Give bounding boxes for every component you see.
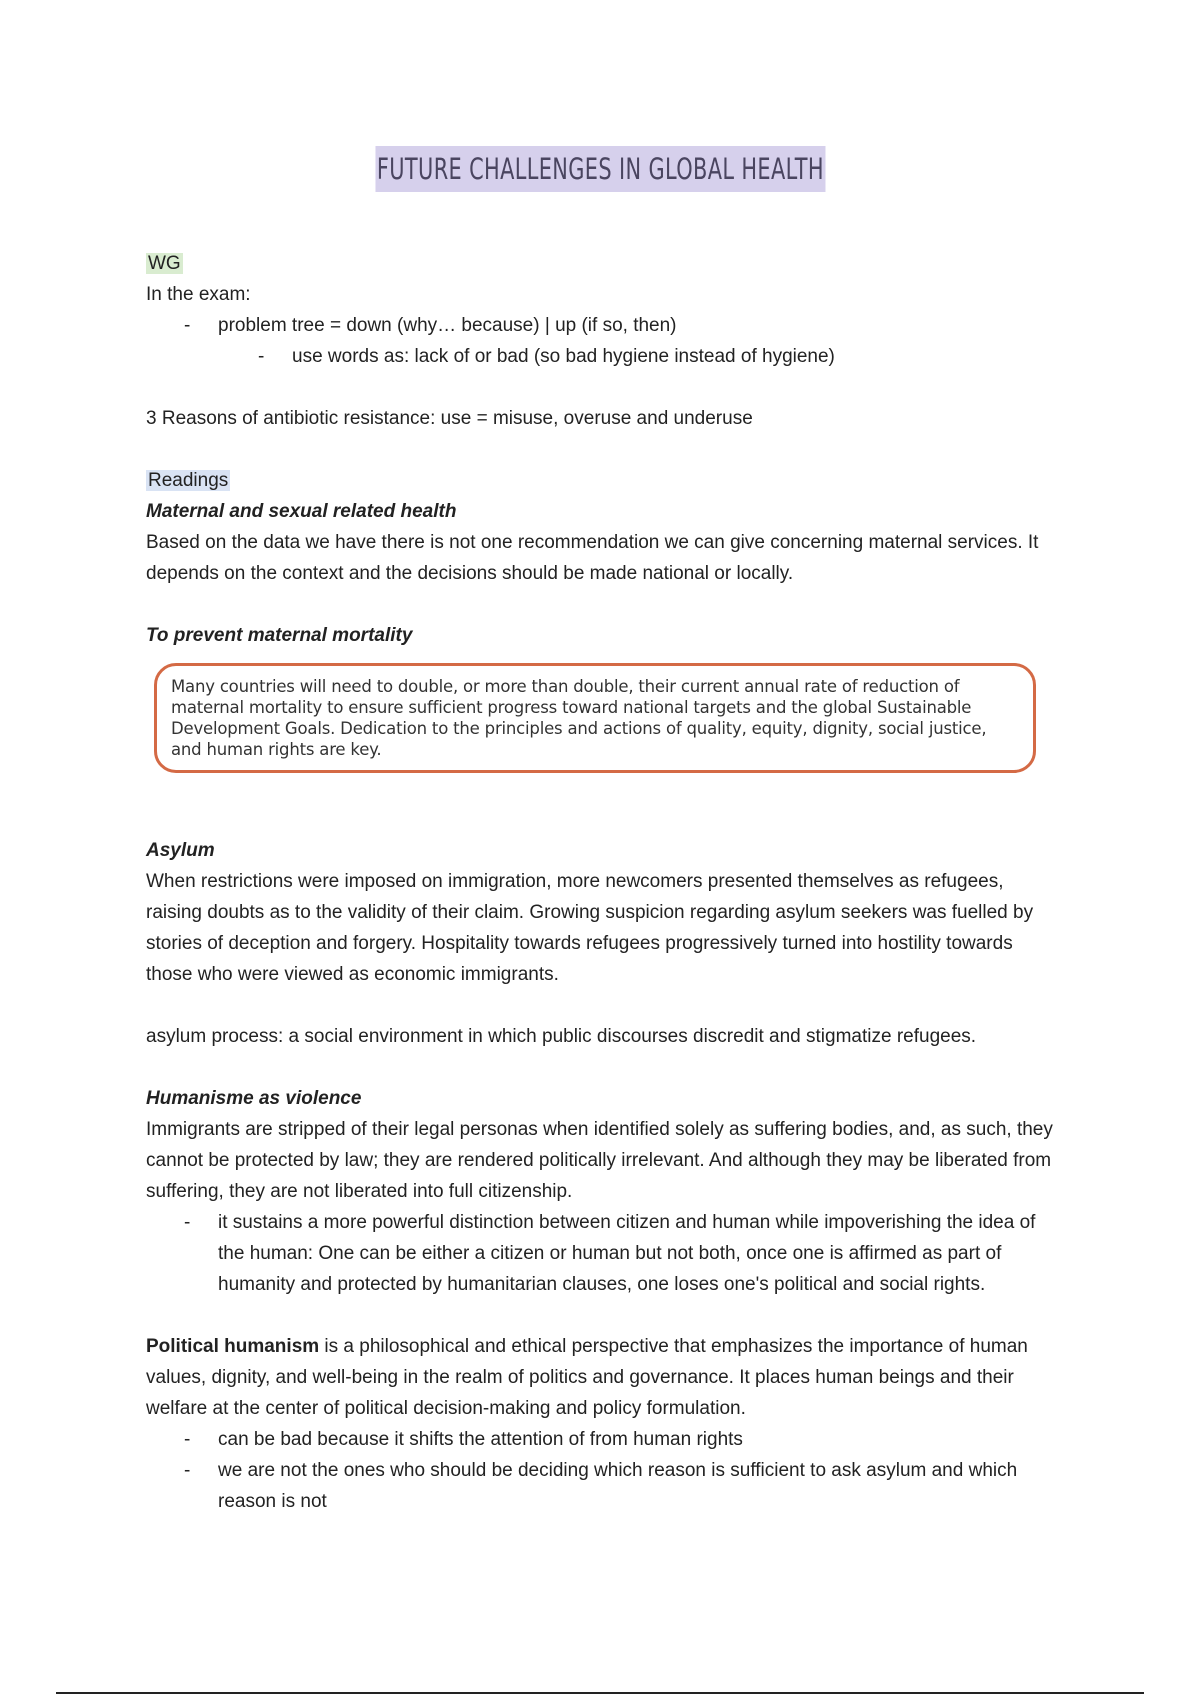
- bullet-text: can be bad because it shifts the attention of from human rights: [218, 1429, 743, 1450]
- bullet-dash: -: [258, 346, 265, 367]
- bullet-dash: -: [184, 1429, 191, 1450]
- prevent-heading: To prevent maternal mortality: [146, 625, 413, 646]
- asylum-process: asylum process: a social environment in which public discourses discredit and stigmatize refugees.: [146, 1026, 977, 1047]
- exam-intro: In the exam:: [146, 284, 251, 305]
- readings-label-line: [146, 465, 1056, 496]
- wg-label-line: [146, 248, 1056, 279]
- asylum-text: When restrictions were imposed on immigration, more newcomers presented themselves as refugees, raising doubts as to the validity of their claim. Growing suspicion regarding asylum seekers was fuelled by stories of deception and forgery. Hospitality towards refugees progressively turned into hostility towards those who were viewed as economic immigrants.: [146, 871, 1034, 985]
- humanisme-text: Immigrants are stripped of their legal personas when identified solely as suffering bodies, and, as such, they cannot be protected by law; they are rendered politically irrelevant. And although they may be liberated from suffering, they are not liberated into full citizenship.: [146, 1119, 1053, 1202]
- list-item: [146, 1455, 1056, 1517]
- document-body: [146, 248, 1056, 1517]
- list-item: [146, 1424, 1056, 1455]
- asylum-heading: Asylum: [146, 840, 215, 861]
- list-item: [146, 341, 1056, 372]
- bullet-text: it sustains a more powerful distinction between citizen and human while impoverishing the idea of the human: One can be either a citizen or human but not both, once one is affirmed as part of humanity and protected by humanitarian clauses, one loses one's political and social rights.: [218, 1212, 1036, 1295]
- bullet-dash: -: [184, 315, 191, 336]
- page-title: FUTURE CHALLENGES IN GLOBAL HEALTH: [375, 146, 825, 192]
- maternal-text: Based on the data we have there is not one recommendation we can give concerning maternal services. It depends on the context and the decisions should be made national or locally.: [146, 532, 1039, 584]
- bullet-text: use words as: lack of or bad (so bad hygiene instead of hygiene): [292, 346, 835, 367]
- quote-box: Many countries will need to double, or more than double, their current annual rate of reduction of maternal mortality to ensure sufficient progress toward national targets and the global Sustainable Development Goals. Dedication to the principles and actions of quality, equity, dignity, social justice, and human rights are key.: [154, 663, 1036, 773]
- antibiotic-reasons: 3 Reasons of antibiotic resistance: use = misuse, overuse and underuse: [146, 408, 753, 429]
- list-item: [146, 310, 1056, 341]
- list-item: [146, 1207, 1056, 1300]
- footer-divider: [56, 1692, 1144, 1694]
- political-humanism-text: is a philosophical and ethical perspective that emphasizes the importance of human values, dignity, and well-being in the realm of politics and governance. It places human beings and their welfare at the center of political decision-making and policy formulation.: [146, 1336, 1028, 1419]
- political-humanism-paragraph: [146, 1331, 1056, 1424]
- bullet-dash: -: [184, 1212, 191, 1233]
- humanisme-heading: Humanisme as violence: [146, 1088, 362, 1109]
- maternal-heading: Maternal and sexual related health: [146, 501, 457, 522]
- bullet-text: problem tree = down (why… because) | up (if so, then): [218, 315, 677, 336]
- title-container: [0, 146, 1200, 192]
- political-humanism-term: Political humanism: [146, 1336, 320, 1357]
- readings-label: Readings: [148, 470, 229, 491]
- wg-label: WG: [148, 253, 181, 274]
- bullet-dash: -: [184, 1460, 191, 1481]
- bullet-text: we are not the ones who should be deciding which reason is sufficient to ask asylum and which reason is not: [218, 1460, 1018, 1512]
